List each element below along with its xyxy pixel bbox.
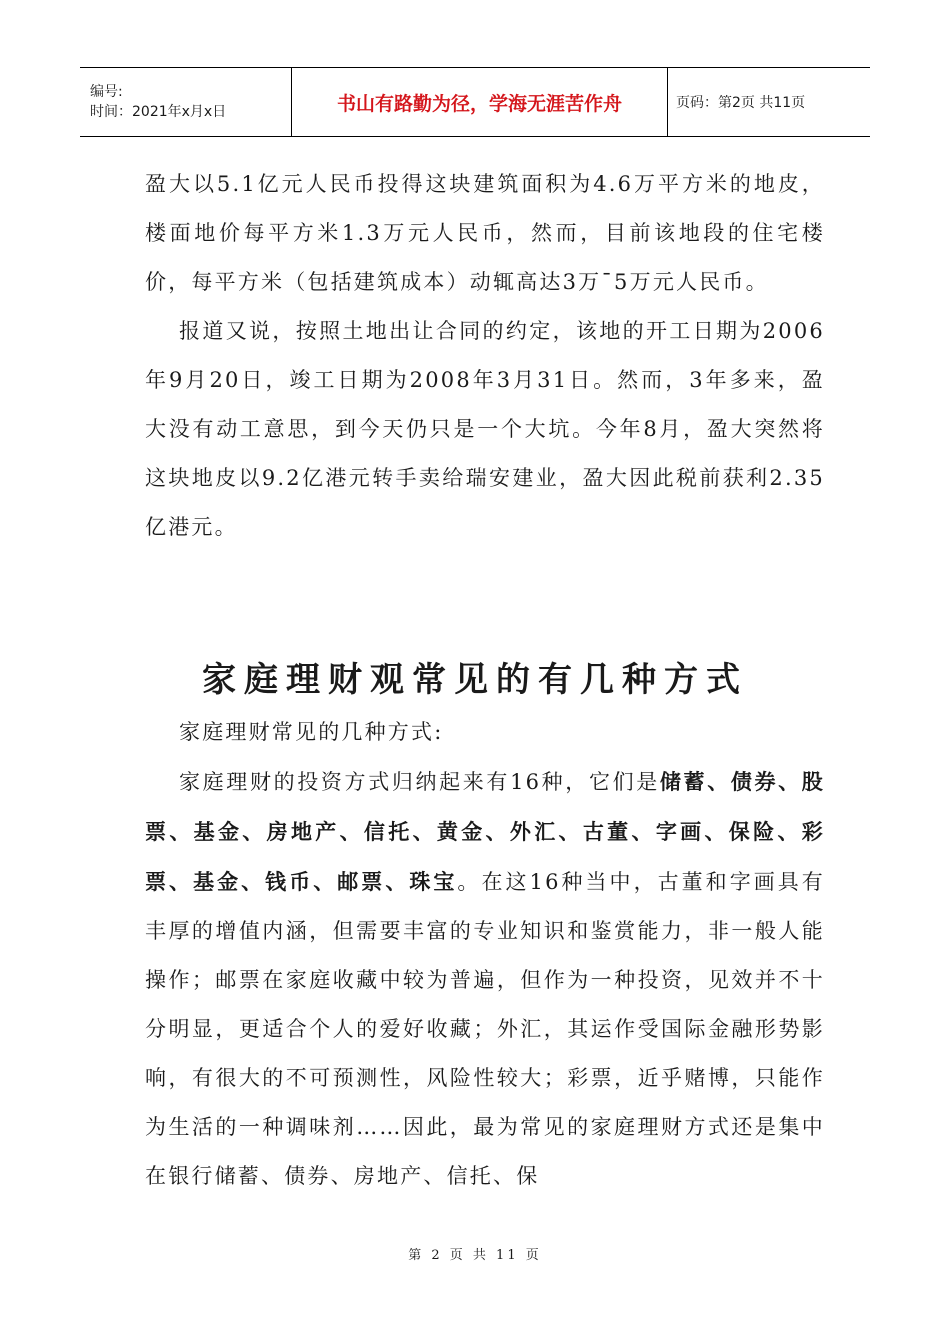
- section-2-body: [145, 708, 825, 1201]
- footer-page-number: 第 2 页 共 11 页: [408, 1248, 542, 1263]
- section-1-body: [145, 160, 825, 552]
- page-info-text: 页码：第2页 共11页: [676, 95, 806, 111]
- page-header: [80, 67, 870, 137]
- paragraph-construction-dates: 报道又说，按照土地出让合同的约定，该地的开工日期为2006年9月20日，竣工日期为2008年3月31日。然而，3年多来，盈大没有动工意思，到今天仍只是一个大坑。今年8月，盈大突然将这块地皮以9.2亿港元转手卖给瑞安建业，盈大因此税前获利2.35亿港元。: [145, 319, 825, 539]
- paragraph-investment-types: [145, 757, 825, 1201]
- header-page-info: [668, 68, 870, 136]
- page-footer: [0, 1244, 950, 1263]
- header-meta: [80, 68, 291, 136]
- investment-types-detail: 。在这16种当中，古董和字画具有丰厚的增值内涵，但需要丰富的专业知识和鉴赏能力，非一般人能操作；邮票在家庭收藏中较为普遍，但作为一种投资，见效并不十分明显，更适合个人的爱好收藏；外汇，其运作受国际金融形势影响，有很大的不可预测性，风险性较大；彩票，近乎赌博，只能作为生活的一种调味剂……因此，最为常见的家庭理财方式还是集中在银行储蓄、债券、房地产、信托、保: [145, 870, 825, 1188]
- document-date-label: 时间：2021年x月x日: [90, 104, 227, 120]
- paragraph-land-price: 盈大以5.1亿元人民币投得这块建筑面积为4.6万平方米的地皮，楼面地价每平方米1.3万元人民币，然而，目前该地段的住宅楼价，每平方米（包括建筑成本）动辄高达3万¯5万元人民币。: [145, 172, 825, 294]
- section-2-title: 家庭理财观常见的有几种方式: [202, 660, 748, 700]
- investment-types-lead: 家庭理财的投资方式归纳起来有16种，它们是: [179, 770, 660, 794]
- paragraph-intro: 家庭理财常见的几种方式:: [179, 720, 444, 744]
- motto-text: 书山有路勤为径，学海无涯苦作舟: [336, 92, 622, 115]
- document-number-label: 编号:: [90, 84, 123, 100]
- header-motto: [291, 68, 668, 136]
- investment-types-list: 储蓄、债券、股票、基金、房地产、信托、黄金、外汇、古董、字画、保险、彩票、基金、钱币、邮票、珠宝: [145, 769, 825, 894]
